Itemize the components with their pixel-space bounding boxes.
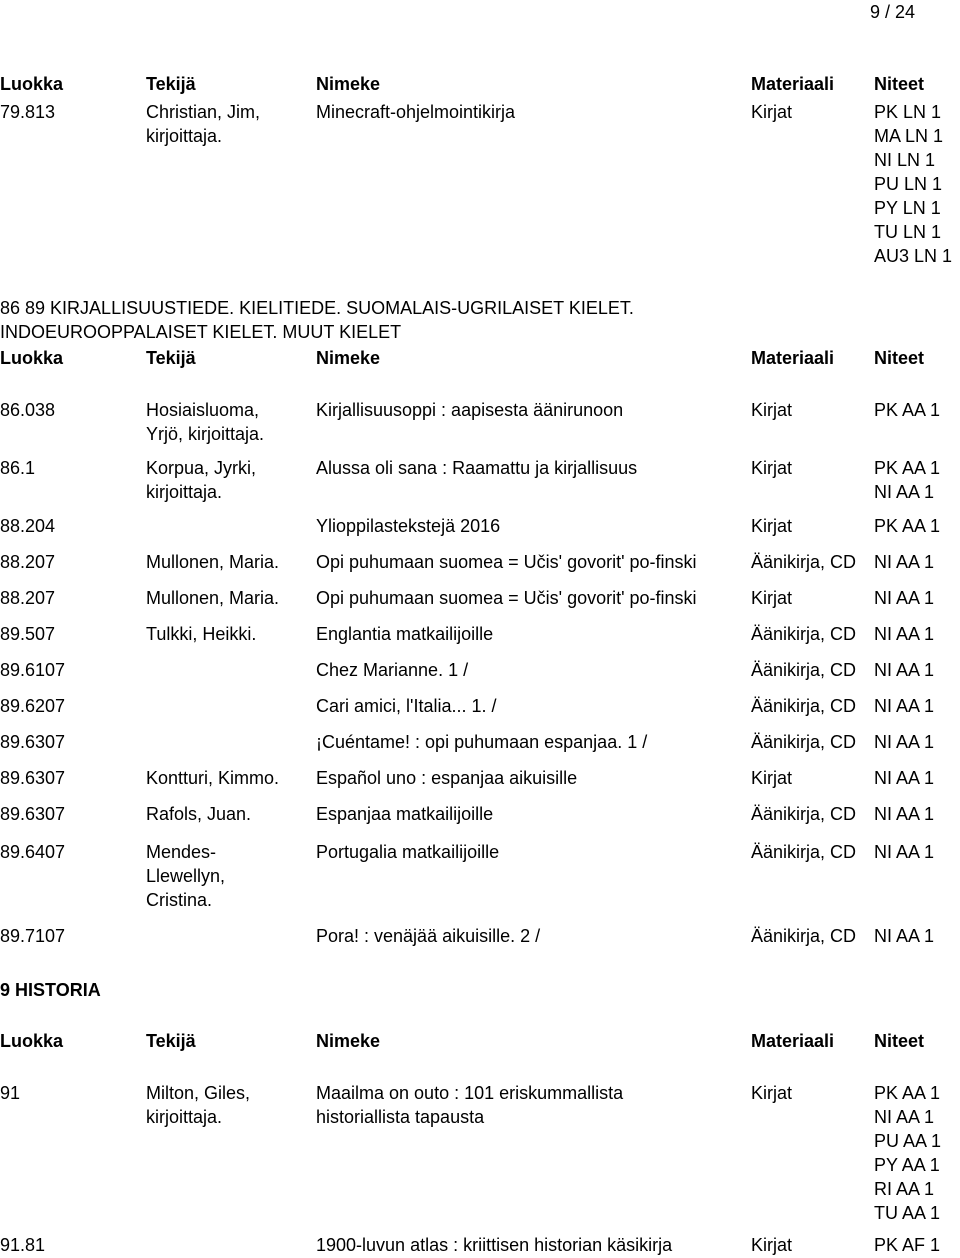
cell-nimeke: Minecraft-ohjelmointikirja: [316, 102, 516, 122]
cell-materiaali: Äänikirja, CD: [751, 732, 857, 752]
cell-tekija: Kontturi, Kimmo.: [146, 768, 280, 788]
cell-nimeke: ¡Cuéntame! : opi puhumaan espanjaa. 1 /: [316, 732, 648, 752]
cell-luokka: 79.813: [0, 102, 56, 122]
col-niteet-header: Niteet: [874, 74, 925, 94]
cell-niteet: PK AA 1: [874, 400, 941, 420]
cell-niteet: PK AA 1 NI AA 1 PU AA 1 PY AA 1 RI AA 1 TU AA 1: [874, 1083, 942, 1223]
cell-niteet: PK AA 1 NI AA 1: [874, 458, 941, 502]
cell-tekija: Mullonen, Maria.: [146, 552, 280, 572]
cell-niteet: NI AA 1: [874, 732, 935, 752]
section-heading-line-2: INDOEUROOPPALAISET KIELET. MUUT KIELET: [0, 322, 402, 342]
cell-luokka: 89.6307: [0, 732, 66, 752]
cell-tekija: Mullonen, Maria.: [146, 588, 280, 608]
cell-tekija: Rafols, Juan.: [146, 804, 252, 824]
cell-nimeke: Ylioppilastekstejä 2016: [316, 516, 501, 536]
cell-nimeke: Opi puhumaan suomea = Učis' govorit' po-finski: [316, 552, 697, 572]
col-materiaali-header: Materiaali: [751, 1031, 835, 1051]
cell-materiaali: Kirjat: [751, 1235, 793, 1255]
col-luokka-header: Luokka: [0, 1031, 64, 1051]
cell-luokka: 88.207: [0, 552, 56, 572]
cell-materiaali: Kirjat: [751, 400, 793, 420]
cell-tekija: Christian, Jim, kirjoittaja.: [146, 102, 261, 146]
cell-luokka: 89.6207: [0, 696, 66, 716]
col-nimeke-header: Nimeke: [316, 1031, 381, 1051]
cell-nimeke: Kirjallisuusoppi : aapisesta äänirunoon: [316, 400, 624, 420]
page-number: 9 / 24: [870, 2, 916, 22]
cell-niteet: NI AA 1: [874, 804, 935, 824]
col-niteet-header: Niteet: [874, 348, 925, 368]
cell-nimeke: Espanjaa matkailijoille: [316, 804, 494, 824]
cell-materiaali: Kirjat: [751, 102, 793, 122]
cell-niteet: NI AA 1: [874, 552, 935, 572]
cell-niteet: NI AA 1: [874, 768, 935, 788]
cell-nimeke: Chez Marianne. 1 /: [316, 660, 469, 680]
col-niteet-header: Niteet: [874, 1031, 925, 1051]
cell-luokka: 89.7107: [0, 926, 66, 946]
cell-materiaali: Äänikirja, CD: [751, 624, 857, 644]
cell-nimeke: Español uno : espanjaa aikuisille: [316, 768, 578, 788]
col-nimeke-header: Nimeke: [316, 348, 381, 368]
col-tekija-header: Tekijä: [146, 74, 196, 94]
table-header-1: [0, 72, 960, 96]
cell-niteet: NI AA 1: [874, 696, 935, 716]
cell-niteet: NI AA 1: [874, 660, 935, 680]
cell-nimeke: Alussa oli sana : Raamattu ja kirjallisuus: [316, 458, 638, 478]
cell-nimeke: Pora! : venäjää aikuisille. 2 /: [316, 926, 541, 946]
cell-niteet: NI AA 1: [874, 588, 935, 608]
section-heading-line-1: 86 89 KIRJALLISUUSTIEDE. KIELITIEDE. SUOMALAIS-UGRILAISET KIELET.: [0, 298, 634, 318]
cell-tekija: Korpua, Jyrki, kirjoittaja.: [146, 458, 257, 502]
cell-materiaali: Äänikirja, CD: [751, 842, 857, 862]
table-header-2: [0, 346, 960, 370]
col-tekija-header: Tekijä: [146, 348, 196, 368]
cell-nimeke: 1900-luvun atlas : kriittisen historian käsikirja: [316, 1235, 673, 1255]
cell-tekija: Mendes- Llewellyn, Cristina.: [146, 842, 226, 910]
cell-niteet: NI AA 1: [874, 842, 935, 862]
cell-nimeke: Opi puhumaan suomea = Učis' govorit' po-finski: [316, 588, 697, 608]
cell-materiaali: Äänikirja, CD: [751, 696, 857, 716]
cell-tekija: Tulkki, Heikki.: [146, 624, 257, 644]
cell-niteet: NI AA 1: [874, 926, 935, 946]
cell-materiaali: Kirjat: [751, 458, 793, 478]
cell-materiaali: Äänikirja, CD: [751, 804, 857, 824]
cell-luokka: 86.1: [0, 458, 36, 478]
cell-luokka: 89.6307: [0, 804, 66, 824]
col-materiaali-header: Materiaali: [751, 348, 835, 368]
cell-luokka: 89.507: [0, 624, 56, 644]
cell-nimeke: Portugalia matkailijoille: [316, 842, 500, 862]
cell-materiaali: Kirjat: [751, 768, 793, 788]
cell-luokka: 89.6407: [0, 842, 66, 862]
cell-tekija: Milton, Giles, kirjoittaja.: [146, 1083, 251, 1127]
col-luokka-header: Luokka: [0, 348, 64, 368]
cell-luokka: 89.6307: [0, 768, 66, 788]
cell-materiaali: Äänikirja, CD: [751, 926, 857, 946]
cell-nimeke: Cari amici, l'Italia... 1. /: [316, 696, 497, 716]
cell-tekija: Hosiaisluoma, Yrjö, kirjoittaja.: [146, 400, 265, 444]
cell-materiaali: Kirjat: [751, 588, 793, 608]
cell-nimeke: Englantia matkailijoille: [316, 624, 494, 644]
cell-luokka: 91: [0, 1083, 21, 1103]
cell-niteet: PK AF 1: [874, 1235, 941, 1255]
cell-luokka: 88.204: [0, 516, 56, 536]
cell-luokka: 86.038: [0, 400, 56, 420]
cell-niteet: PK LN 1 MA LN 1 NI LN 1 PU LN 1 PY LN 1 TU LN 1 AU3 LN 1: [874, 102, 953, 266]
section-heading-86-89: [0, 296, 940, 344]
cell-materiaali: Kirjat: [751, 1083, 793, 1103]
col-materiaali-header: Materiaali: [751, 74, 835, 94]
cell-nimeke: Maailma on outo : 101 eriskummallista historiallista tapausta: [316, 1083, 624, 1127]
cell-materiaali: Äänikirja, CD: [751, 660, 857, 680]
col-luokka-header: Luokka: [0, 74, 64, 94]
cell-luokka: 91.81: [0, 1235, 46, 1255]
cell-luokka: 89.6107: [0, 660, 66, 680]
col-tekija-header: Tekijä: [146, 1031, 196, 1051]
cell-materiaali: Äänikirja, CD: [751, 552, 857, 572]
cell-materiaali: Kirjat: [751, 516, 793, 536]
cell-niteet: PK AA 1: [874, 516, 941, 536]
col-nimeke-header: Nimeke: [316, 74, 381, 94]
section-heading-historia: 9 HISTORIA: [0, 980, 101, 1000]
cell-niteet: NI AA 1: [874, 624, 935, 644]
table-header-3: [0, 1029, 960, 1053]
cell-luokka: 88.207: [0, 588, 56, 608]
